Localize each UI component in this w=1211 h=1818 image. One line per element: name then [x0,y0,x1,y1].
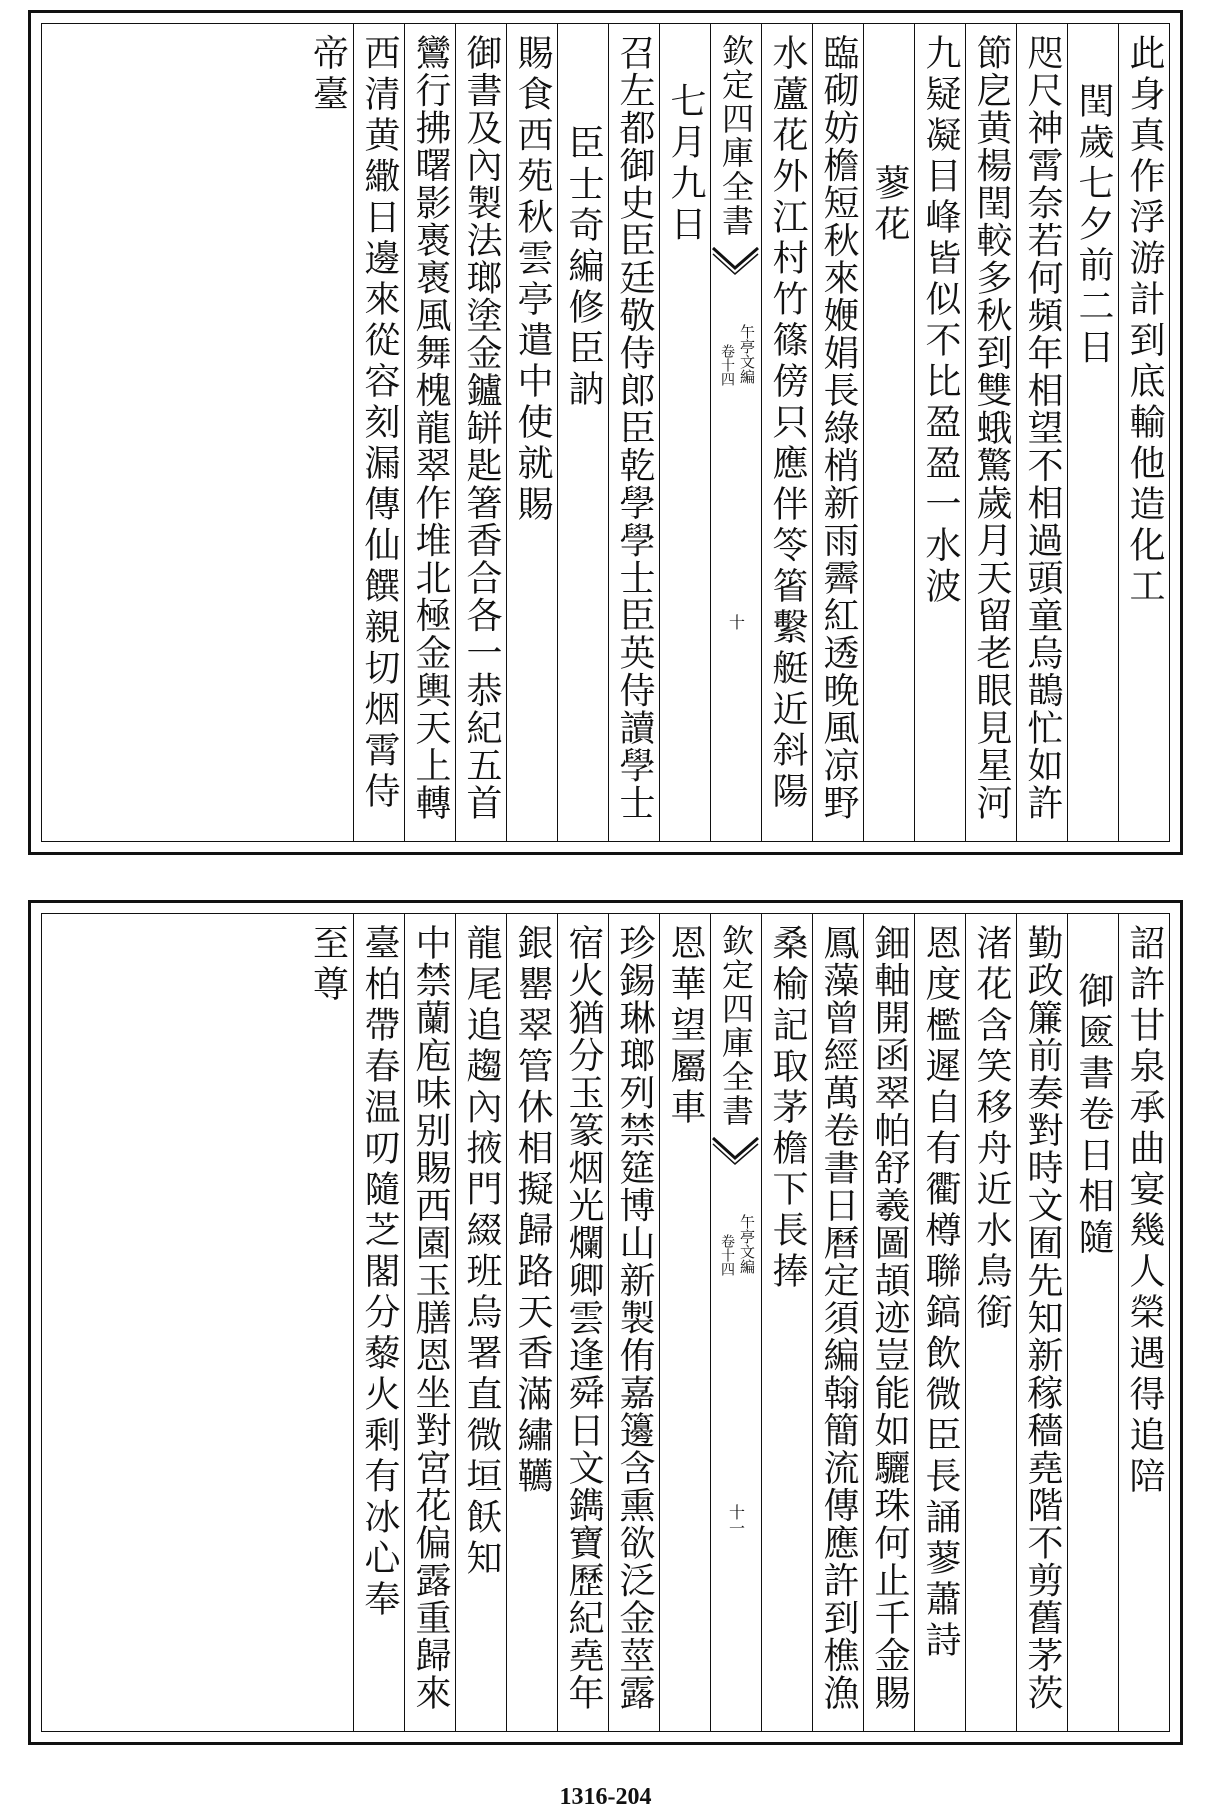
text-column [863,24,914,841]
column-text: 渚花含笑移舟近水鳥銜 [971,924,1012,1334]
text-column [302,914,353,1731]
gutter-juan: 卷十四 [719,344,735,386]
column-text: 帝臺 [307,34,349,116]
column-text: 此身真作浮游計到底輸他造化工 [1124,34,1165,608]
text-column [1118,914,1169,1731]
gutter-title: 欽定四庫全書 [717,924,755,1128]
text-column [965,24,1016,841]
text-column [1067,24,1118,841]
column-text: 至尊 [307,924,349,1006]
page-number: 1316-204 [559,1784,652,1810]
fish-tail-mark-icon [711,1136,760,1166]
text-column [659,24,710,841]
column-text: 七月九日 [665,82,706,246]
column-text: 恩度檻遲自有衢樽聯鎬飲微臣長誦蓼蕭詩 [920,924,961,1662]
text-column [455,24,506,841]
center-gutter [710,914,761,1731]
text-column [812,914,863,1731]
column-text: 銀罌翠管休相擬歸路天香滿繡韉 [512,924,553,1498]
fish-tail-mark-icon [711,246,760,276]
text-column [557,24,608,841]
text-column [761,914,812,1731]
text-column [1016,24,1067,841]
gutter-title: 欽定四庫全書 [717,34,755,238]
column-text: 詔許甘泉承曲宴幾人榮遇得追陪 [1124,924,1165,1498]
bottom-page-frame [41,913,1170,1732]
column-text: 鳳藻曾經萬卷書日曆定須編翰簡流傳應許到樵漁 [818,924,859,1712]
text-column [404,914,455,1731]
gutter-leaf-number: 十 [726,614,746,630]
column-text: 臨砌妨檐短秋來㛹娟長綠梢新雨霽紅透晚風凉野 [818,34,859,822]
column-text: 龍尾追趨內掖門綴班烏署直微垣飫知 [461,924,502,1580]
gutter-book-name: 午亭文編 [738,324,756,384]
column-text: 賜食西苑秋雲亭遣中使就賜 [512,34,553,526]
column-text: 御書及內製法瑯塗金鑪缾匙箸香合各一恭紀五首 [461,34,502,822]
text-column [914,914,965,1731]
text-column [1067,914,1118,1731]
text-column [812,24,863,841]
bottom-page [28,900,1183,1745]
text-column [965,914,1016,1731]
column-text: 勤政簾前奏對時文囿先知新稼穡堯階不剪舊茅茨 [1022,924,1063,1712]
text-column [863,914,914,1731]
column-text: 召左都御史臣廷敬侍郎臣乾學學士臣英侍讀學士 [614,34,655,822]
text-column [404,24,455,841]
column-text: 閏歲七夕前二日 [1073,82,1114,369]
text-column [455,914,506,1731]
column-text: 西清黄繖日邊來從容刻漏傳仙饌親切烟霄侍 [359,34,400,813]
top-page-columns [42,24,1169,841]
text-column [608,24,659,841]
column-text: 水蘆花外江村竹篠傍只應伴笭箵繫艇近斜陽 [767,34,808,813]
column-text: 節戹黄楊閏較多秋到雙蛾驚歲月天留老眼見星河 [971,34,1012,822]
text-column [506,24,557,841]
column-text: 御匳書卷日相隨 [1073,972,1114,1259]
column-text: 恩華望屬車 [665,924,706,1129]
text-column [353,24,404,841]
text-column [1118,24,1169,841]
text-column [608,914,659,1731]
text-column [914,24,965,841]
column-text: 臺柏帶春温叨隨芝閣分藜火剩有冰心奉 [359,924,400,1621]
top-page-frame [41,23,1170,842]
column-text: 九疑凝目峰皆似不比盈盈一水波 [920,34,961,608]
column-text: 咫尺神霄奈若何頻年相望不相過頭童烏鵲忙如許 [1022,34,1063,822]
center-gutter [710,24,761,841]
column-text: 鸞行拂曙影褭褭風舞槐龍翠作堆北極金輿天上轉 [410,34,451,822]
text-column [557,914,608,1731]
gutter-book-name: 午亭文編 [738,1214,756,1274]
text-column [1016,914,1067,1731]
column-text: 中禁蘭庖味别賜西園玉膳恩坐對宮花偏露重歸來 [410,924,451,1712]
gutter-juan: 卷十四 [719,1234,735,1276]
text-column [353,914,404,1731]
text-column [659,914,710,1731]
text-column [761,24,812,841]
top-page [28,10,1183,855]
text-column [506,914,557,1731]
bottom-page-columns [42,914,1169,1731]
column-text: 宿火猶分玉篆烟光爛卿雲逢舜日文鐫寶歷紀堯年 [563,924,604,1712]
column-text: 臣士奇編修臣訥 [563,124,604,411]
gutter-leaf-number: 十一 [726,1504,746,1536]
column-text: 珍錫琳瑯列禁筵博山新製侑嘉籩含熏欲泛金莖露 [614,924,655,1712]
column-text: 桑榆記取茅檐下長捧 [767,924,808,1293]
text-column [302,24,353,841]
column-text: 蓼花 [869,164,910,246]
column-text: 鈿軸開函翠帕舒羲圖頡迹豈能如驪珠何止千金賜 [869,924,910,1712]
